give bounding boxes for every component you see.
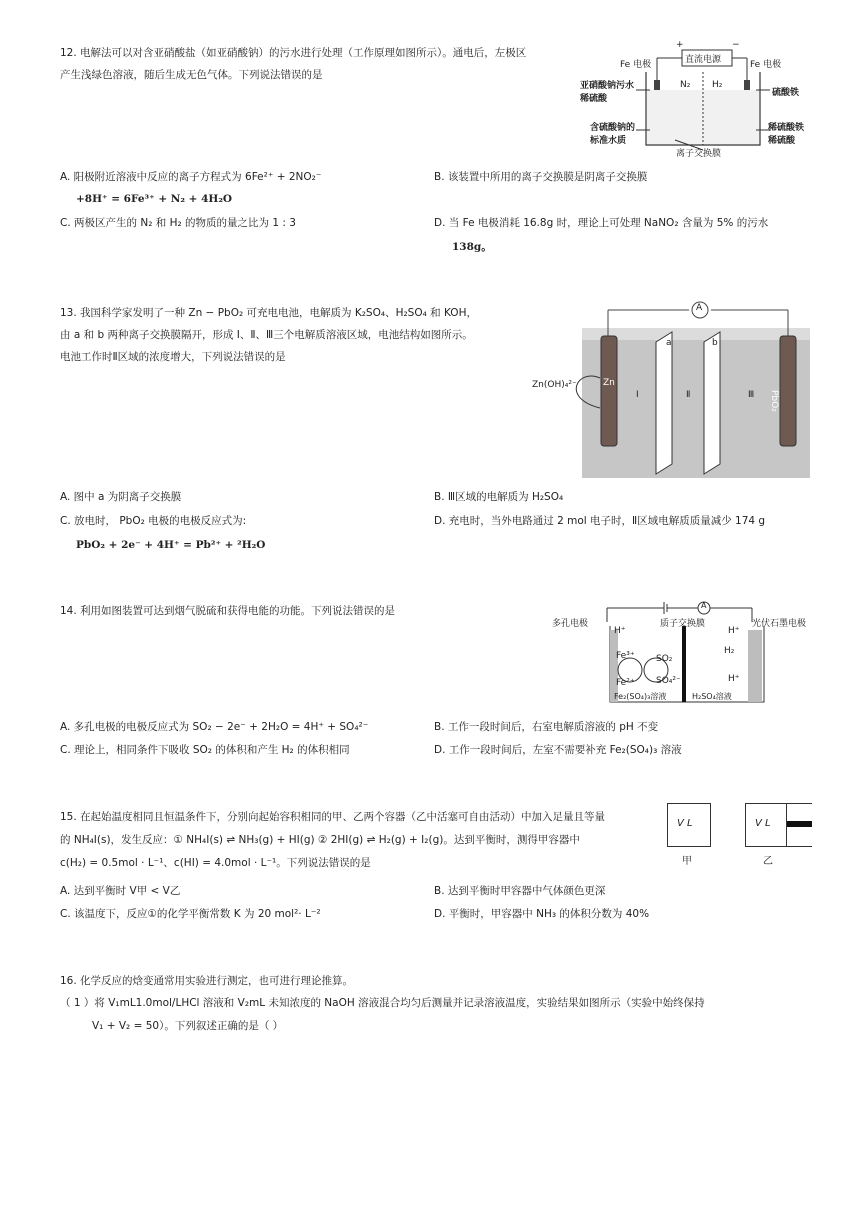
q12-membrane-label: 离子交换膜 (676, 149, 722, 159)
q13-membrane-a-label: a (666, 338, 672, 348)
q12-option-a-line1: A. 阳极附近溶液中反应的离子方程式为 6Fe²⁺ + 2NO₂⁻ (60, 171, 322, 183)
q12-left-bot-label-1: 含硫酸钠的 (590, 123, 636, 133)
q16-sub1-line1: （ 1 ）将 V₁mL1.0mol/LHCl 溶液和 V₂mL 未知浓度的 NaOH 溶液混合均匀后测量并记录溶液温度，实验结果如图所示（实验中始终保持 (60, 997, 705, 1009)
q13-ammeter-label: A (696, 303, 703, 313)
q15-jia-label: 甲 (682, 856, 692, 867)
q14-h-left-label: H⁺ (614, 626, 626, 636)
q16-sub1-line2: V₁ + V₂ = 50）。下列叙述正确的是（ ） (92, 1020, 284, 1032)
q15-stem-line3: c(H₂) = 0.5mol · L⁻¹、c(HI) = 4.0mol · L⁻¹。下列说法错误的是 (60, 857, 371, 869)
q13-stem-line3: 电池工作时Ⅱ区域的浓度增大，下列说法错误的是 (60, 351, 286, 363)
q12-left-bot-label-2: 标准水质 (590, 136, 627, 146)
q14-option-d: D. 工作一段时间后，左室不需要补充 Fe₂(SO₄)₃ 溶液 (434, 744, 682, 756)
q15-option-a: A. 达到平衡时 V甲 < V乙 (60, 885, 181, 897)
q13-option-d: D. 充电时，当外电路通过 2 mol 电子时，Ⅱ区域电解质质量减少 174 g (434, 515, 766, 527)
q14-fe2-label: Fe²⁺ (616, 678, 635, 688)
q13-stem-line1: 13. 我国科学家发明了一种 Zn − PbO₂ 可充电电池，电解质为 K₂SO₄、H₂SO₄ 和 KOH， (60, 307, 477, 319)
q15-containers-figure (665, 803, 812, 868)
q13-region-2-label: Ⅱ (686, 390, 691, 400)
q12-fe-right-label: Fe 电极 (750, 60, 782, 70)
q13-option-b: B. Ⅲ区域的电解质为 H₂SO₄ (434, 491, 564, 503)
q13-stem-line2: 由 a 和 b 两种离子交换膜隔开，形成 Ⅰ、Ⅱ、Ⅲ三个电解质溶液区域，电池结构如图所示。 (60, 329, 473, 341)
q12-n2-label: N₂ (680, 80, 691, 90)
q15-stem-line2: 的 NH₄I(s)，发生反应：① NH₄I(s) ⇌ NH₃(g) + HI(g) ② 2HI(g) ⇌ H₂(g) + I₂(g)。达到平衡时，测得甲容器中 (60, 834, 580, 846)
q13-pbo2-label: PbO₂ (769, 390, 779, 412)
q14-figure-drawing (552, 596, 812, 706)
q14-option-a: A. 多孔电极的电极反应式为 SO₂ − 2e⁻ + 2H₂O = 4H⁺ + SO₄²⁻ (60, 721, 369, 733)
q13-option-c-line1: C. 放电时， PbO₂ 电极的电极反应式为: (60, 515, 247, 527)
q12-power-label: 直流电源 (685, 55, 722, 65)
q14-h-right-label-1: H⁺ (728, 626, 740, 636)
q12-electrolysis-figure (580, 40, 810, 160)
q14-stem: 14. 利用如图装置可达到烟气脱硫和获得电能的功能。下列说法错误的是 (60, 605, 396, 617)
q13-option-a: A. 图中 a 为阴离子交换膜 (60, 491, 182, 503)
q13-zincate-label: Zn(OH)₄²⁻ (532, 380, 577, 390)
q14-ammeter-label: A (701, 601, 707, 610)
q14-porous-electrode-label: 多孔电极 (552, 619, 589, 629)
q12-minus-sign: − (732, 40, 740, 50)
q14-graphite-label: 光伏石墨电极 (752, 619, 807, 629)
q14-option-c: C. 理论上，相同条件下吸收 SO₂ 的体积和产生 H₂ 的体积相同 (60, 744, 350, 756)
q13-region-1-label: Ⅰ (636, 390, 639, 400)
q13-membrane-b-label: b (712, 338, 718, 348)
q12-plus-sign: + (676, 40, 684, 50)
q12-left-top-label-2: 稀硫酸 (580, 94, 608, 104)
q12-option-d-line1: D. 当 Fe 电极消耗 16.8g 时，理论上可处理 NaNO₂ 含量为 5% 的污水 (434, 217, 769, 229)
q12-option-a-line2: +8H⁺ = 6Fe³⁺ + N₂ + 4H₂O (76, 193, 233, 205)
q15-yi-label: 乙 (763, 856, 773, 867)
q15-option-d: D. 平衡时，甲容器中 NH₃ 的体积分数为 40% (434, 908, 650, 920)
q12-stem-line2: 产生浅绿色溶液，随后生成无色气体。下列说法错误的是 (60, 69, 323, 81)
q12-right-bot-label-2: 稀硫酸 (768, 136, 796, 146)
q13-option-c-line2: PbO₂ + 2e⁻ + 4H⁺ = Pb²⁺ + ²H₂O (76, 539, 266, 551)
q14-fe3-label: Fe³⁺ (616, 651, 635, 661)
q12-right-bot-label-1: 稀硫酸铁 (768, 123, 805, 133)
q12-option-c: C. 两极区产生的 N₂ 和 H₂ 的物质的量之比为 1 : 3 (60, 217, 296, 229)
q12-h2-label: H₂ (712, 80, 723, 90)
q12-option-d-line2: 138g。 (452, 241, 492, 253)
q14-so2-label: SO₂ (656, 654, 673, 664)
q15-option-c: C. 该温度下，反应①的化学平衡常数 K 为 20 mol²· L⁻² (60, 908, 321, 920)
q12-stem-line1: 12. 电解法可以对含亚硝酸盐（如亚硝酸钠）的污水进行处理（工作原理如图所示）。通电后，左极区 (60, 47, 527, 59)
q14-h2-label: H₂ (724, 646, 735, 656)
q12-left-top-label-1: 亚硝酸钠污水 (580, 81, 635, 91)
q13-battery-figure (530, 298, 812, 480)
q14-left-solution-label: Fe₂(SO₄)₃溶液 (614, 692, 667, 701)
q14-h-right-label-2: H⁺ (728, 674, 740, 684)
q14-membrane-label: 质子交换膜 (660, 619, 706, 629)
q14-option-b: B. 工作一段时间后，右室电解质溶液的 pH 不变 (434, 721, 659, 733)
q14-so4-label: SO₄²⁻ (656, 676, 681, 686)
q15-piston (787, 821, 812, 827)
q15-option-b: B. 达到平衡时甲容器中气体颜色更深 (434, 885, 606, 897)
q15-jia-volume-label: V L (677, 818, 693, 829)
q13-region-3-label: Ⅲ (748, 390, 755, 400)
q14-desulfurization-figure (552, 596, 812, 706)
q12-fe-left-label: Fe 电极 (620, 60, 652, 70)
q14-right-solution-label: H₂SO₄溶液 (692, 692, 732, 701)
q15-yi-volume-label: V L (755, 818, 771, 829)
q16-stem: 16. 化学反应的焓变通常用实验进行测定，也可进行理论推算。 (60, 975, 354, 987)
q12-option-b: B. 该装置中所用的离子交换膜是阴离子交换膜 (434, 171, 648, 183)
q13-zn-label: Zn (603, 378, 615, 388)
q15-stem-line1: 15. 在起始温度相同且恒温条件下，分别向起始容积相同的甲、乙两个容器（乙中活塞可自由活动）中加入足量且等量 (60, 811, 606, 823)
q12-right-top-label: 硫酸铁 (772, 88, 800, 98)
